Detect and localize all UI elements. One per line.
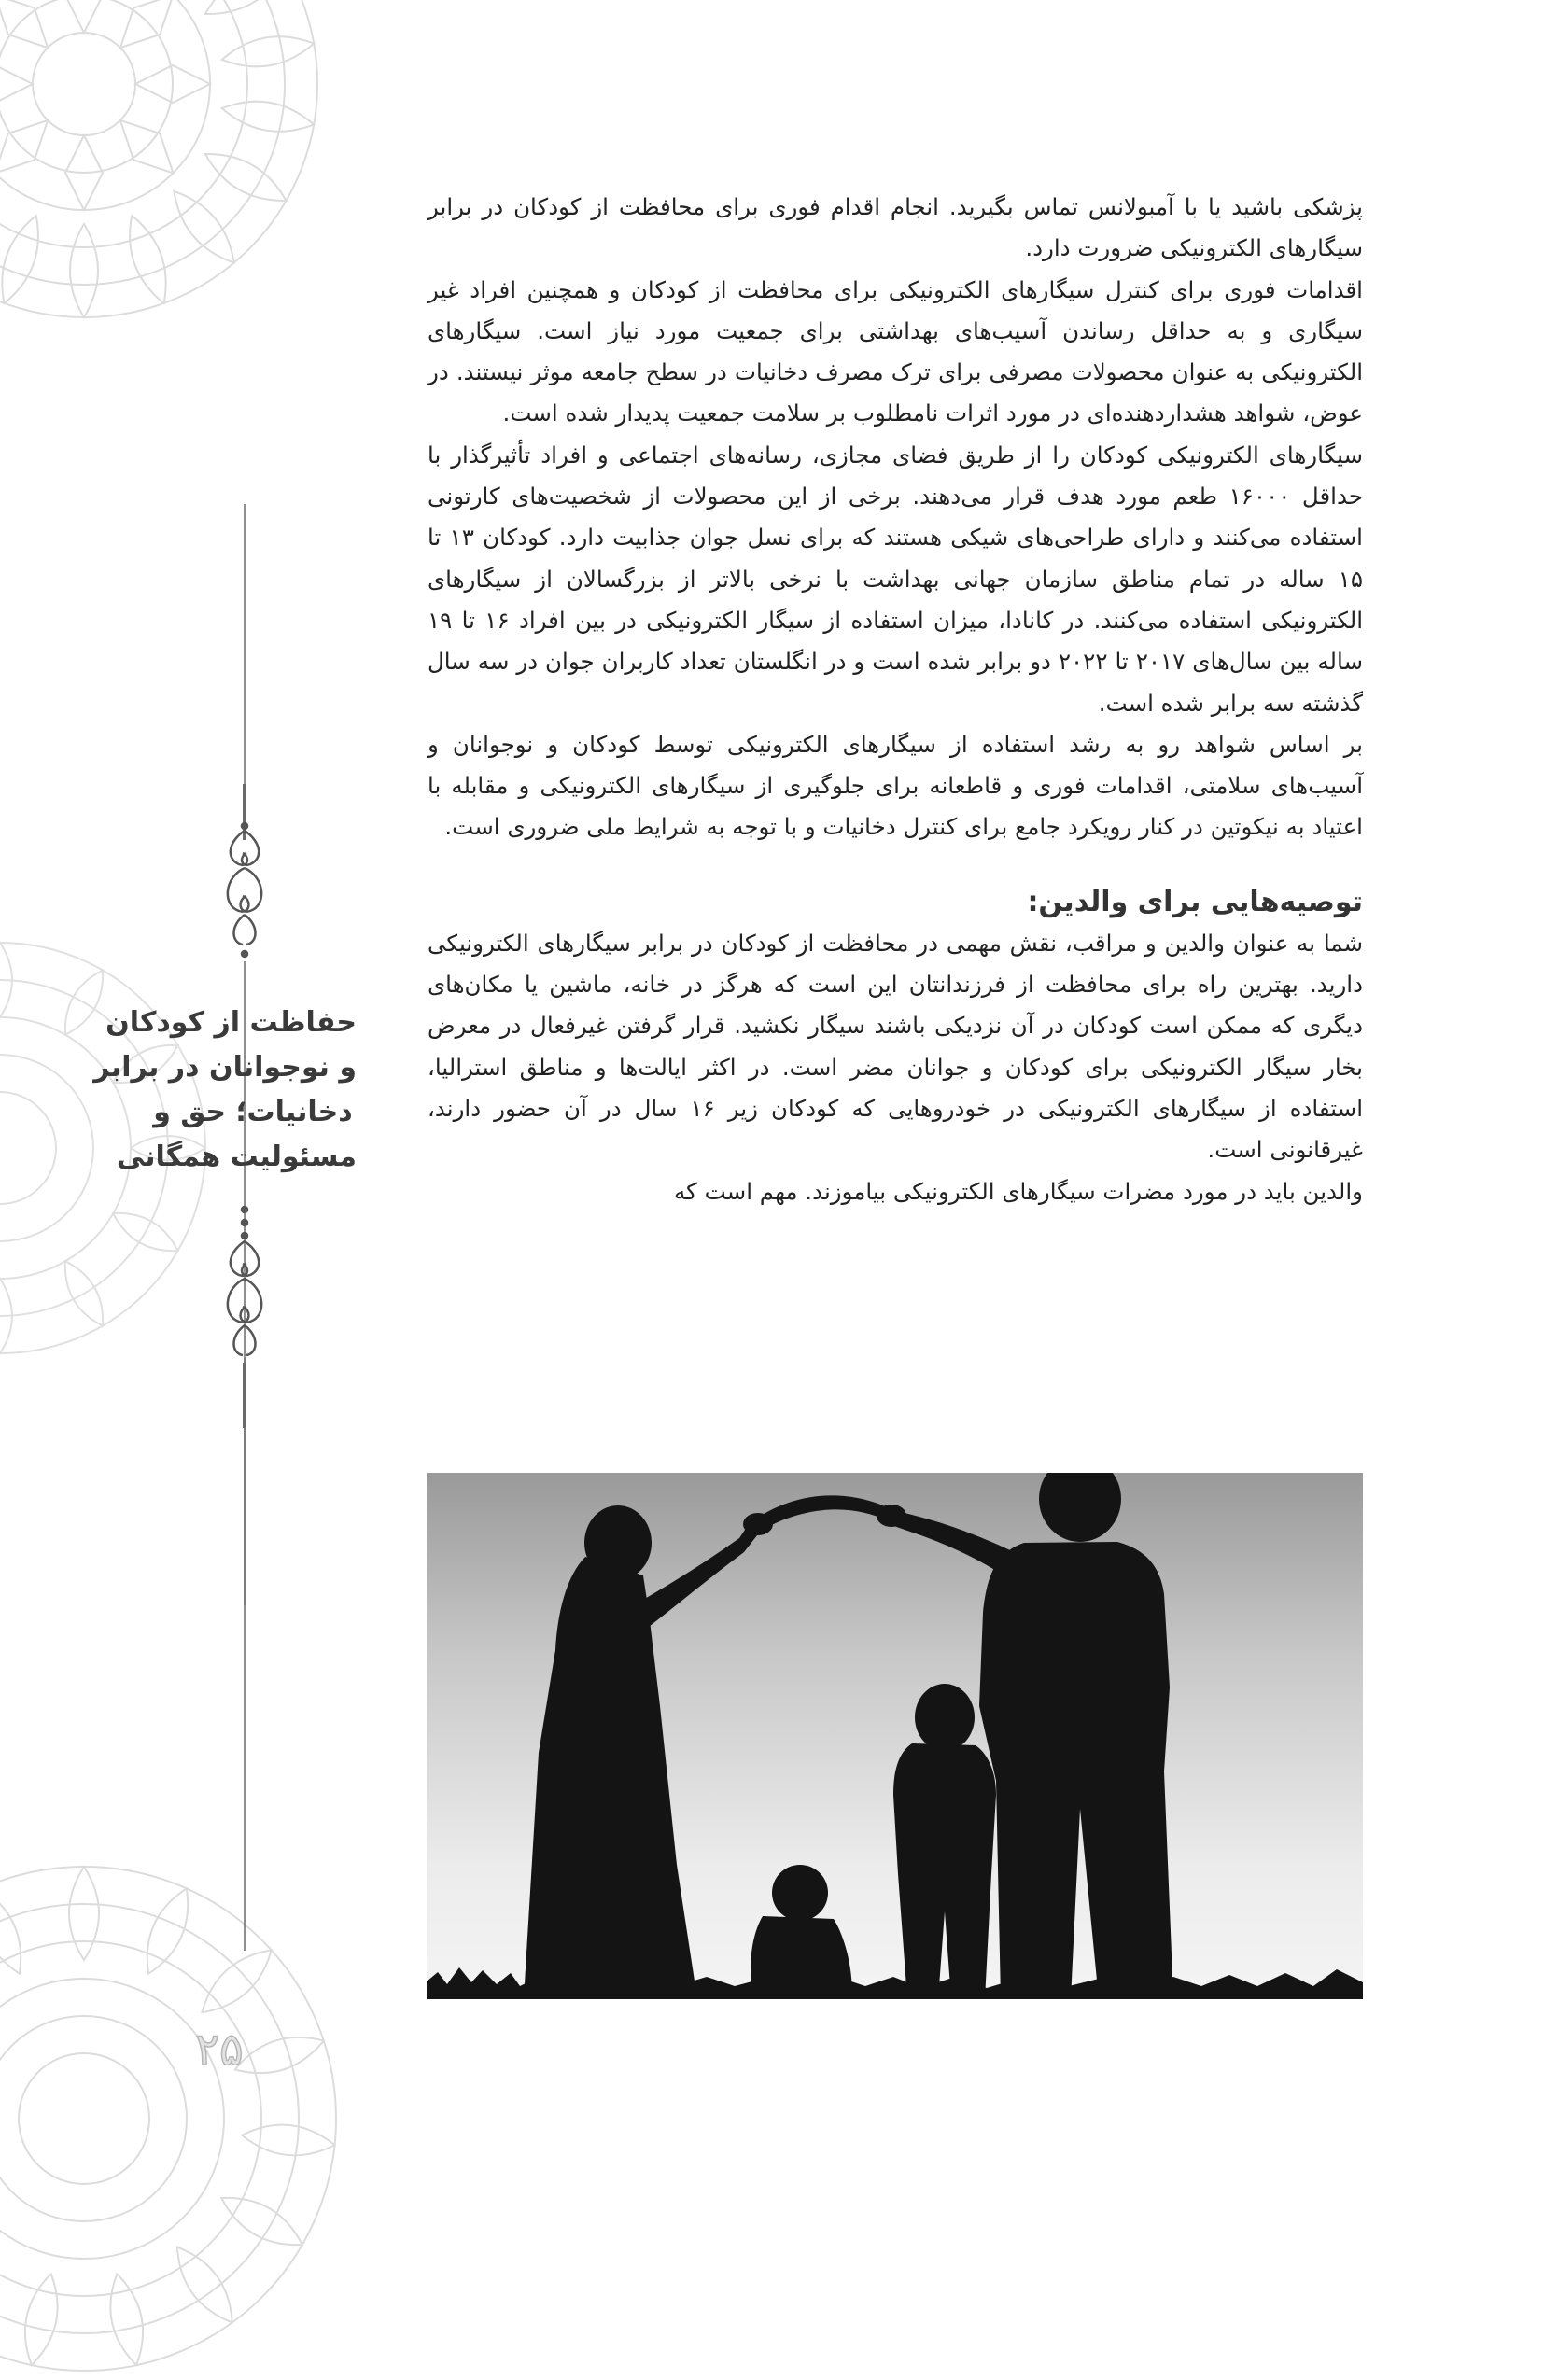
paragraph: اقدامات فوری برای کنترل سیگارهای الکترونیکی برای محافظت از کودکان و همچنین افراد غیر سیگاری و به حداقل رساندن آسیب‌های بهداشتی برای جمعیت مورد نیاز است. سیگارهای الکترونیکی به عنوان محصولات مصرفی برای ترک مصرف دخانیات در سطح جامعه موثر نیستند. در عوض، شواهد هشداردهنده‌ای در مورد اثرات نامطلوب بر سلامت جمعیت پدیدار شده است.: [428, 275, 1363, 427]
paragraph: پزشکی باشید یا با آمبولانس تماس بگیرید. انجام اقدام فوری برای محافظت از کودکان در برابر سیگارهای الکترونیکی ضرورت دارد.: [428, 193, 1363, 262]
side-title-line: و نوجوانان در برابر: [93, 1051, 357, 1084]
mandala-ornament-top-left: [0, 0, 327, 327]
page-number: ۲۵: [195, 2023, 244, 2076]
flourish-icon-upper: [228, 823, 261, 957]
family-silhouette-photo: [427, 1473, 1363, 1999]
side-title-line: دخانیات؛ حق و: [153, 1096, 353, 1128]
section-heading: توصیه‌هایی برای والدین:: [1027, 885, 1363, 918]
side-title-line: حفاظت از کودکان: [105, 1006, 357, 1039]
paragraph: بر اساس شواهد رو به رشد استفاده از سیگارهای الکترونیکی توسط کودکان و نوجوانان و آسیب‌های سلامتی، اقدامات فوری و قاطعانه برای جلوگیری از سیگارهای الکترونیکی و مقابله با اعتیاد به نیکوتین در کنار رویکرد جامع برای کنترل دخانیات و با توجه به شرایط ملی ضروری است.: [428, 730, 1363, 841]
mandala-ornament-bottom-left: [0, 1857, 345, 2380]
paragraph: سیگارهای الکترونیکی کودکان را از طریق فضای مجازی، رسانه‌های اجتماعی و افراد تأثیرگذار با حداقل ۱۶۰۰۰ طعم مورد هدف قرار می‌دهند. برخی از این محصولات از شخصیت‌های کارتونی استفاده می‌کنند و دارای طراحی‌های شیکی هستند که برای نسل جوان جذابیت دارد. کودکان ۱۳ تا ۱۵ ساله در تمام مناطق سازمان جهانی بهداشت با نرخی بالاتر از بزرگسالان از سیگارهای الکترونیکی استفاده می‌کنند. در کانادا، میزان استفاده از سیگار الکترونیکی در بین افراد ۱۶ تا ۱۹ ساله بین سال‌های ۲۰۱۷ تا ۲۰۲۲ دو برابر شده است و در انگلستان تعداد کاربران جوان در سه سال گذشته سه برابر شده است.: [428, 441, 1363, 717]
side-title: [93, 1001, 357, 1180]
ornamental-divider-lower: [218, 1204, 271, 1951]
paragraph: والدین باید در مورد مضرات سیگارهای الکترونیکی بیاموزند. مهم است که: [674, 1177, 1363, 1205]
paragraph: شما به عنوان والدین و مراقب، نقش مهمی در محافظت از کودکان در برابر سیگارهای الکترونیکی دارید. بهترین راه برای محافظت از فرزندانتان این است که هرگز در خانه، ماشین یا مکان‌های دیگری که ممکن است کودکان در آن نزدیکی باشند سیگار نکشید. قرار گرفتن غیرفعال در معرض بخار سیگار الکترونیکی برای کودکان و جوانان مضر است. در اکثر ایالت‌ها و مناطق استرالیا، استفاده از سیگارهای الکترونیکی در خودروهایی که کودکان زیر ۱۶ سال در آن حضور دارند، غیرقانونی است.: [428, 929, 1363, 1164]
main-content: [428, 187, 1363, 1212]
side-title-line: مسئولیت همگانی: [116, 1141, 357, 1173]
